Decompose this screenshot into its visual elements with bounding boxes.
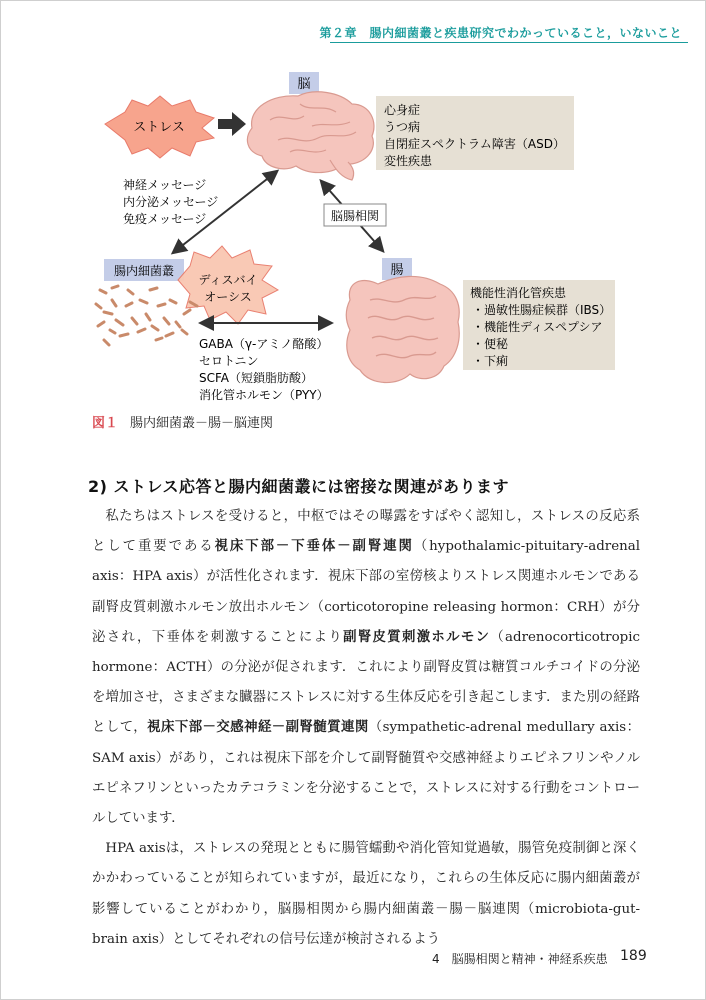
microbiota-label: 腸内細菌叢 xyxy=(113,264,175,278)
text-run: （hypothalamic-pituitary-adrenal axis：HPA axis）が活性化されます．視床下部の室傍核よりストレス関連ホルモンである副腎皮質刺激ホルモン放出ホルモン（corticotoropine releasing hormon：CRH）が分泌され，下垂体を刺激することにより xyxy=(92,539,641,645)
figure-caption-text: 腸内細菌叢－腸－脳連関 xyxy=(130,416,274,431)
gut-disease-5: ・下痢 xyxy=(472,354,509,368)
mediator-2: セロトニン xyxy=(199,354,259,368)
brain-label: 脳 xyxy=(297,77,311,92)
brain-icon xyxy=(247,92,374,180)
gut-disease-2: ・過敏性腸症候群（IBS） xyxy=(472,303,612,317)
figure-number: 図１ xyxy=(92,416,119,431)
gut-brain-figure xyxy=(0,0,706,410)
bacteria-icon xyxy=(96,286,197,345)
text-run: HPA axisは，ストレスの発現とともに腸管蠕動や消化管知覚過敏，腸管免疫制御と深くかかわっていることが知られていますが，最近になり，これらの生体反応に腸内細菌叢が影響していることがわかり，脳腸相関から腸内細菌叢－腸－脳連関（microbiota-gut-brain axis）としてそれぞれの信号伝達が検討されるよう xyxy=(92,841,640,947)
dysbiosis-label-1: ディスバイ xyxy=(198,273,258,287)
paragraph-2 xyxy=(92,834,640,955)
gut-label: 腸 xyxy=(390,263,404,278)
page-number: 189 xyxy=(620,948,647,964)
chapter-header: 第２章 腸内細菌叢と疾患研究でわかっていること，いないこと xyxy=(319,26,682,40)
gut-disease-4: ・便秘 xyxy=(472,337,509,351)
section-title: 2) ストレス応答と腸内細菌叢には密接な関連があります xyxy=(88,477,510,496)
brain-disease-2: うつ病 xyxy=(384,120,421,134)
figure-caption xyxy=(92,412,273,431)
brain-disease-4: 変性疾患 xyxy=(384,154,433,168)
text-run: （sympathetic-adrenal medullary axis：SAM axis）があり，これは視床下部を介して副腎髄質や交感神経よりエピネフリンやノルエピネフリンといったカテコラミンを分泌することで，ストレスに対する行動をコントロールしています． xyxy=(92,720,641,827)
dysbiosis-label-2: オーシス xyxy=(204,290,252,304)
body-text xyxy=(92,502,640,955)
bold-term: 副腎皮質刺激ホルモン xyxy=(343,629,491,645)
brain-disease-3: 自閉症スペクトラム障害（ASD） xyxy=(384,137,565,151)
stress-label: ストレス xyxy=(133,120,185,135)
message-1: 神経メッセージ xyxy=(123,178,207,192)
text-run: 私たちはストレスを受けると，中枢ではその曝露をすばやく認知し，ストレスの反応系として重要である xyxy=(92,509,640,555)
gut-brain-axis-label: 脳腸相関 xyxy=(330,209,380,223)
bold-term: 視床下部－交感神経－副腎髄質連関 xyxy=(147,720,369,736)
gut-disease-3: ・機能性ディスペプシア xyxy=(472,320,603,334)
message-3: 免疫メッセージ xyxy=(123,212,207,226)
message-2: 内分泌メッセージ xyxy=(123,195,219,209)
stress-arrow-icon xyxy=(218,112,246,136)
gut-disease-1: 機能性消化管疾患 xyxy=(470,286,567,300)
bold-term: 視床下部－下垂体－副腎連関 xyxy=(214,539,414,555)
mediator-1: GABA（γ-アミノ酪酸） xyxy=(199,337,329,351)
intestine-icon xyxy=(346,276,459,382)
mediator-3: SCFA（短鎖脂肪酸） xyxy=(199,371,314,385)
mediator-4: 消化管ホルモン（PYY） xyxy=(199,388,329,402)
paragraph-1 xyxy=(92,502,640,834)
text-run: （adrenocorticotropic hormone：ACTH）の分泌が促されます．これにより副腎皮質は糖質コルチコイドの分泌を増加させ，さまざまな臓器にストレスに対する生体反応を引き起こします．また別の経路として， xyxy=(92,629,641,736)
footer-section: 4 脳腸相関と精神・神経系疾患 xyxy=(432,952,608,966)
brain-disease-1: 心身症 xyxy=(384,103,421,117)
